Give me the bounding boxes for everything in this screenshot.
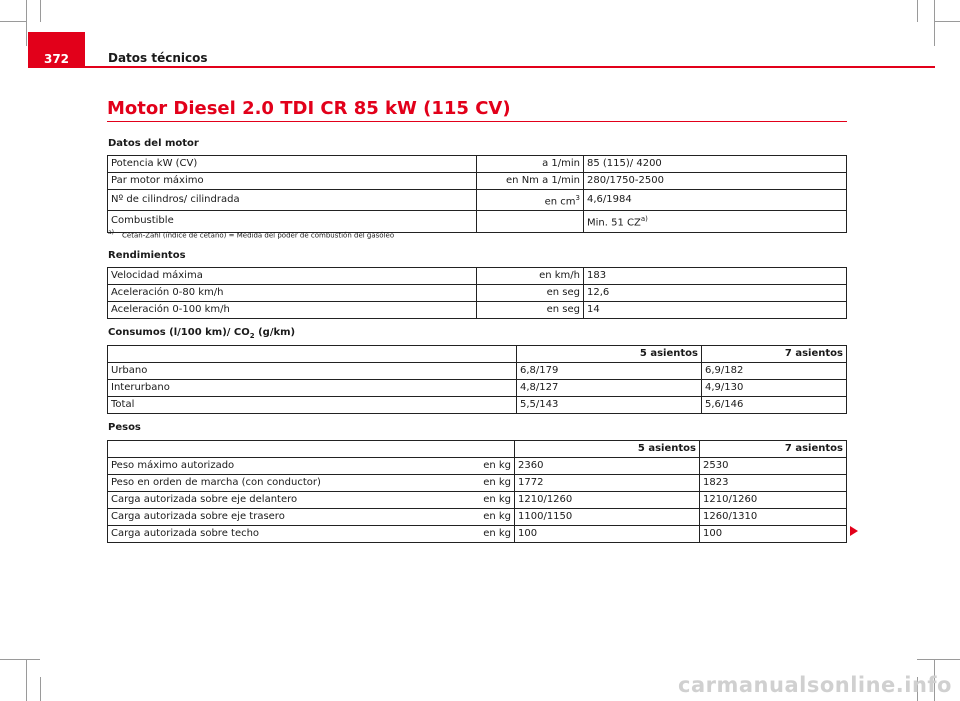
row-label: Aceleración 0-80 km/h <box>108 285 477 302</box>
header-col2: 7 asientos <box>700 441 847 458</box>
row-value-7: 100 <box>700 526 847 543</box>
row-unit: en kg <box>476 509 515 526</box>
performance-heading: Rendimientos <box>108 250 186 261</box>
row-label: Urbano <box>108 363 517 380</box>
table-row <box>108 268 847 285</box>
row-label: Peso en orden de marcha (con conductor) <box>108 475 477 492</box>
header-col1: 5 asientos <box>517 346 702 363</box>
footnote-text: Cetan-Zahl (índice de cetano) = Medida del poder de combustión del gasóleo <box>122 231 395 240</box>
row-unit: en seg <box>477 302 584 319</box>
table-row <box>108 190 847 211</box>
row-unit-cell <box>477 190 584 211</box>
engine-table <box>107 155 847 233</box>
row-value-5: 100 <box>515 526 700 543</box>
table-header-row <box>108 441 847 458</box>
crop-mark <box>934 0 935 46</box>
consumption-heading-b: (g/km) <box>254 327 296 338</box>
footnote-mark: a) <box>108 229 115 236</box>
table-row <box>108 509 847 526</box>
header-col2: 7 asientos <box>702 346 847 363</box>
row-unit: en kg <box>476 458 515 475</box>
crop-mark <box>934 21 960 22</box>
consumption-heading-a: Consumos (l/100 km)/ CO <box>108 327 250 338</box>
weights-table <box>107 440 847 543</box>
page-title: Motor Diesel 2.0 TDI CR 85 kW (115 CV) <box>107 98 511 119</box>
row-unit <box>477 211 584 232</box>
table-row <box>108 363 847 380</box>
row-label: Carga autorizada sobre eje delantero <box>108 492 477 509</box>
row-unit: a 1/min <box>477 156 584 173</box>
row-unit: en cm <box>544 196 576 208</box>
header-rule <box>28 66 935 68</box>
row-label: Peso máximo autorizado <box>108 458 477 475</box>
crop-mark <box>0 659 40 660</box>
header-blank-unit <box>476 441 515 458</box>
row-unit: en seg <box>477 285 584 302</box>
header-blank <box>108 441 477 458</box>
row-label: Carga autorizada sobre eje trasero <box>108 509 477 526</box>
row-label: Total <box>108 397 517 414</box>
row-unit: en km/h <box>477 268 584 285</box>
row-value: 183 <box>584 268 847 285</box>
row-unit: en kg <box>476 492 515 509</box>
table-row <box>108 526 847 543</box>
row-value-7: 4,9/130 <box>702 380 847 397</box>
crop-mark <box>26 0 27 46</box>
page-number: 372 <box>43 52 70 66</box>
row-label: Par motor máximo <box>108 173 477 190</box>
row-value: 14 <box>584 302 847 319</box>
footnote-ref: a) <box>640 215 648 224</box>
table-row <box>108 380 847 397</box>
header-blank <box>108 346 517 363</box>
row-value-5: 6,8/179 <box>517 363 702 380</box>
row-label: Velocidad máxima <box>108 268 477 285</box>
row-value-7: 1823 <box>700 475 847 492</box>
header-col1: 5 asientos <box>515 441 700 458</box>
row-value-7: 6,9/182 <box>702 363 847 380</box>
crop-mark <box>917 659 960 660</box>
table-header-row <box>108 346 847 363</box>
row-value-5: 5,5/143 <box>517 397 702 414</box>
continue-arrow-icon <box>850 526 858 536</box>
row-value-7: 2530 <box>700 458 847 475</box>
table-row <box>108 458 847 475</box>
row-value: 85 (115)/ 4200 <box>584 156 847 173</box>
row-unit: en kg <box>476 475 515 492</box>
row-value: Min. 51 CZ <box>587 217 641 229</box>
table-row <box>108 492 847 509</box>
row-value-5: 1100/1150 <box>515 509 700 526</box>
crop-mark <box>0 21 26 22</box>
footnote <box>108 229 394 239</box>
row-value-cell <box>584 211 847 232</box>
row-value: 280/1750-2500 <box>584 173 847 190</box>
header-title: Datos técnicos <box>108 51 208 65</box>
table-row <box>108 285 847 302</box>
weights-heading: Pesos <box>108 422 141 433</box>
row-value-5: 2360 <box>515 458 700 475</box>
title-rule <box>107 121 847 122</box>
table-row <box>108 156 847 173</box>
row-label: Potencia kW (CV) <box>108 156 477 173</box>
engine-heading: Datos del motor <box>108 138 199 149</box>
row-value: 12,6 <box>584 285 847 302</box>
crop-mark <box>26 659 27 701</box>
row-value-5: 4,8/127 <box>517 380 702 397</box>
row-value-5: 1210/1260 <box>515 492 700 509</box>
row-value-5: 1772 <box>515 475 700 492</box>
row-label: Interurbano <box>108 380 517 397</box>
table-row <box>108 475 847 492</box>
row-value: 4,6/1984 <box>584 190 847 211</box>
row-label: Nº de cilindros/ cilindrada <box>108 190 477 211</box>
row-unit: en Nm a 1/min <box>477 173 584 190</box>
consumption-table <box>107 345 847 414</box>
watermark: carmanualsonline.info <box>678 673 952 697</box>
row-value-7: 5,6/146 <box>702 397 847 414</box>
row-value-7: 1210/1260 <box>700 492 847 509</box>
row-value-7: 1260/1310 <box>700 509 847 526</box>
row-label: Carga autorizada sobre techo <box>108 526 477 543</box>
table-row <box>108 173 847 190</box>
consumption-heading-sub: 2 <box>249 332 255 340</box>
table-row <box>108 302 847 319</box>
crop-mark <box>917 0 918 22</box>
crop-mark <box>40 0 41 22</box>
row-label: Combustible <box>108 211 477 232</box>
crop-mark <box>40 677 41 701</box>
consumption-heading <box>108 327 295 340</box>
unit-superscript: 3 <box>575 194 580 202</box>
table-row <box>108 397 847 414</box>
performance-table <box>107 267 847 319</box>
row-unit: en kg <box>476 526 515 543</box>
page-number-box <box>28 32 85 68</box>
row-label: Aceleración 0-100 km/h <box>108 302 477 319</box>
